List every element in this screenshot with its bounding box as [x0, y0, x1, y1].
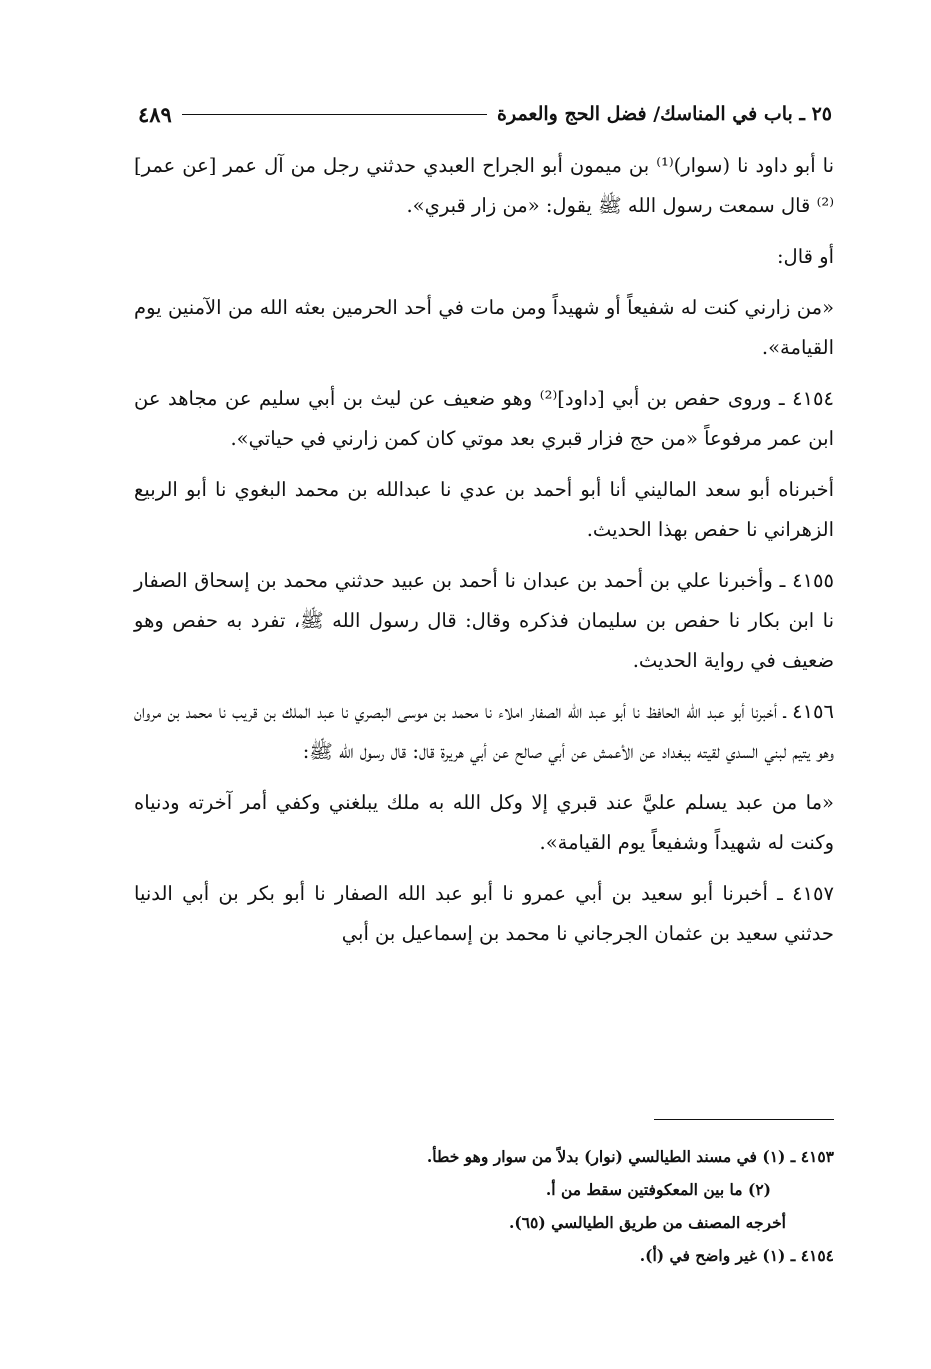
page-number: ٤٨٩ [138, 101, 172, 127]
footnote-separator [654, 1119, 834, 1120]
header-rule [182, 114, 487, 115]
main-text [134, 146, 834, 965]
paragraph: «من زارني كنت له شفيعاً أو شهيداً ومن مات في أحد الحرمين بعثه الله من الآمنين يوم القيامة». [134, 296, 834, 359]
paragraph: أو قال: [776, 245, 834, 268]
hadith-4157: ٤١٥٧ ـ أخبرنا أبو سعيد بن أبي عمرو نا أبو عبد الله الصفار نا أبو بكر بن أبي الدنيا حدثني سعيد بن عثمان الجرجاني نا محمد بن إسماعيل بن أبي [134, 882, 834, 945]
running-header [138, 96, 832, 132]
hadith-4155: ٤١٥٥ ـ وأخبرنا علي بن أحمد بن عبدان نا أحمد بن عبيد حدثني محمد بن إسحاق الصفار نا ابن بكار نا حفص بن سليمان فذكره وقال: قال رسول الله ﷺ، تفرد به حفص وهو ضعيف في رواية الحديث. [134, 569, 834, 672]
footnotes [200, 1140, 834, 1272]
footnote: (٢) ما بين المعكوفتين سقط من أ. [545, 1180, 771, 1199]
paragraph: أخبرناه أبو سعد الماليني أنا أبو أحمد بن عدي نا عبدالله بن محمد البغوي نا أبو الربيع الزهراني نا حفص بهذا الحديث. [134, 478, 834, 541]
chapter-title: ٢٥ ـ باب في المناسك/ فضل الحج والعمرة [497, 103, 832, 125]
paragraph: نا أبو داود نا (سوار)⁽¹⁾ بن ميمون أبو الجراح العبدي حدثني رجل من آل عمر [عن عمر]⁽²⁾ قال سمعت رسول الله ﷺ يقول: «من زار قبري». [134, 154, 835, 217]
footnote: ٤١٥٣ ـ (١) في مسند الطيالسي (نوار) بدلاً من سوار وهو خطأ. [426, 1147, 834, 1166]
footnote: أخرجه المصنف من طريق الطيالسي (٦٥). [508, 1213, 786, 1232]
paragraph: «ما من عبد يسلم عليَّ عند قبري إلا وكل الله به ملك يبلغني وكفي أمر آخرته ودنياه وكنت له شهيداً وشفيعاً يوم القيامة». [134, 791, 834, 854]
hadith-4156: ٤١٥٦ ـ أخبرنا أبو عبد الله الحافظ نا أبو عبد الله الصفار املاء نا محمد بن موسى البصري نا عبد الملك بن قريب نا محمد بن مروان وهو يتيم لبني السدي لقيته ببغداد عن الأعمش عن أبي صالح عن أبي هريرة قال: قال رسول الله ﷺ: [134, 700, 834, 763]
footnote: ٤١٥٤ ـ (١) غير واضح في (أ). [639, 1246, 834, 1265]
hadith-4154: ٤١٥٤ ـ وروى حفص بن أبي [داود]⁽²⁾ وهو ضعيف عن ليث بن أبي سليم عن مجاهد عن ابن عمر مرفوعاً «من حج فزار قبري بعد موتي كان كمن زارني في حياتي». [134, 387, 834, 450]
